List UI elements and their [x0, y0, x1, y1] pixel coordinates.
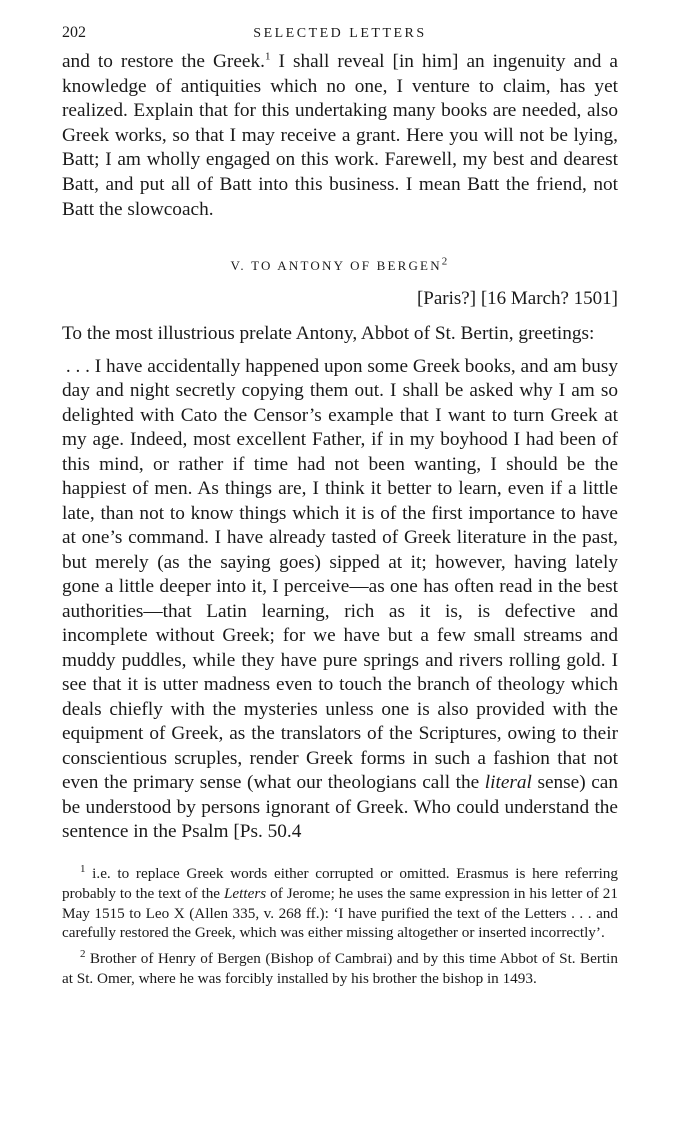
- footnote-2: [62, 949, 618, 989]
- footnote-1-text-part1: i.e. to replace Greek words either corrupted or omitted. Erasmus is here referring probably to the text of the: [62, 865, 618, 902]
- salutation: To the most illustrious prelate Antony, Abbot of St. Bertin, greetings:: [62, 323, 595, 345]
- letter-body-part1: . . . I have accidentally happened upon some Greek books, and am busy day and night secretly copying them out. I shall be asked why I am so delighted with Cato the Censor’s example that I want to turn Greek at my age. Indeed, most excellent Father, if in my boyhood I had been of this mind, or rather if time had not been wanting, I should be the happiest of men. As things are, I think it better to learn, even if a little late, than not to know things which it is of the first importance to have at one’s command. I have already tasted of Greek literature in the past, but merely (as the saying goes) sipped at it; however, having lately gone a little deeper into it, I perceive—as one has often read in the best authorities—that Latin learning, rich as it is, is defective and incomplete without Greek; for we have but a few small streams and muddy puddles, while they have pure springs and rivers rolling gold. I see that it is utter madness even to touch the branch of theology which deals chiefly with the mysteries unless one is also provided with the equipment of Greek, as the translators of the Scriptures, owing to their conscientious scruples, render Greek forms in such a fashion that not even the primary sense (what our theologians call the: [62, 355, 618, 794]
- letter-heading: [62, 255, 618, 280]
- footnote-reference-1: 1: [264, 50, 271, 63]
- footnote-1-mark: 1: [80, 862, 86, 875]
- footnotes: [62, 864, 618, 989]
- opening-text-part2: I shall reveal [in him] an ingenuity and a knowledge of antiquities which no one, I venture to claim, has yet realized. Explain that for this undertaking many books are needed, also Greek works, so that I may receive a grant. Here you will not be lying, Batt; I am wholly engaged on this work. Farewell, my best and dearest Batt, and put all of Batt into this business. I mean Batt the friend, not Batt the slowcoach.: [62, 51, 618, 220]
- footnote-2-mark: 2: [80, 948, 86, 961]
- opening-text-part1: and to restore the Greek.: [62, 51, 265, 72]
- dateline: [Paris?] [16 March? 1501]: [416, 288, 618, 310]
- footnote-1: [62, 864, 618, 943]
- footnote-1-italic: Letters: [223, 884, 267, 902]
- letter-body-italic: literal: [484, 772, 532, 794]
- opening-paragraph: [62, 50, 618, 222]
- letter-heading-text: V. TO ANTONY OF BERGEN: [230, 258, 442, 274]
- footnote-2-text: Brother of Henry of Bergen (Bishop of Cambrai) and by this time Abbot of St. Bertin at St. Omer, where he was forcibly installed by his brother the bishop in 1493.: [62, 950, 618, 988]
- footnote-1-text-part2: of Jerome; he uses the same expression in his letter of 21 May 1515 to Leo X (Allen 335, v. 268 ff.): ‘I have purified the text of the Letters . . . and carefully restored the Greek, which was either missing altogether or inserted incorrectly’.: [62, 884, 618, 942]
- book-page: [62, 24, 618, 995]
- running-title: SELECTED LETTERS: [253, 26, 427, 41]
- page-number: 202: [62, 24, 86, 41]
- letter-body-part2: sense) can be understood by persons ignorant of Greek. Who could understand the sentence in the Psalm [Ps. 50.4: [62, 772, 618, 843]
- footnote-reference-2: 2: [441, 255, 450, 268]
- running-head: [62, 24, 618, 50]
- letter-body: [62, 355, 618, 845]
